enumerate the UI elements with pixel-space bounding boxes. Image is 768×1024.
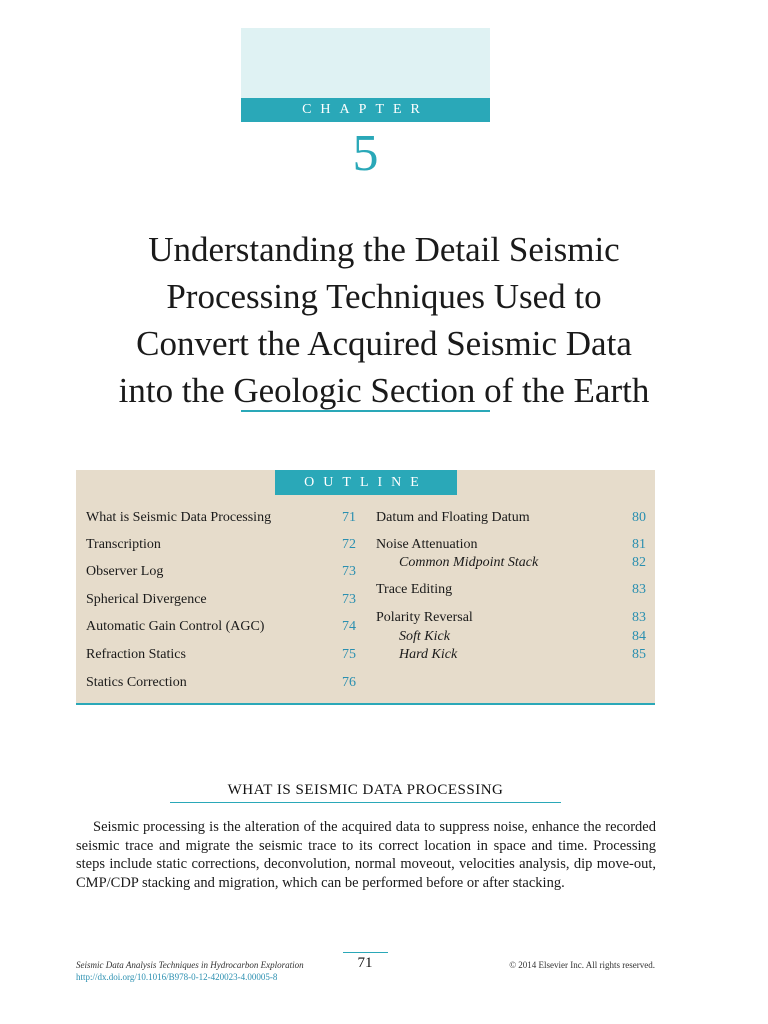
outline-box [76,470,655,705]
section-divider [170,802,561,803]
page-number: 71 [357,955,373,971]
body-paragraph: Seismic processing is the alteration of the acquired data to suppress noise, enhance the recorded seismic trace and migrate the seismic trace to its correct location in space and time. Processing steps include static corrections, deconvolution, normal moveout, velocities analysis, dip move-out, CMP/CDP stacking and migration, which can be performed before or after stacking. [76,819,656,891]
outline-item[interactable]: Statics Correction [86,675,187,690]
outline-item[interactable]: Automatic Gain Control (AGC) [86,619,265,634]
title-line: Convert the Acquired Seismic Data [136,324,632,363]
outline-item[interactable]: What is Seismic Data Processing [86,510,272,525]
outline-page[interactable]: 76 [342,675,356,690]
outline-page[interactable]: 72 [342,537,356,552]
outline-subitem[interactable]: Soft Kick [399,629,450,644]
title-line: Understanding the Detail Seismic [148,230,620,269]
outline-item[interactable]: Trace Editing [376,582,453,597]
outline-page[interactable]: 81 [632,537,646,552]
outline-item[interactable]: Observer Log [86,564,164,579]
outline-item[interactable]: Noise Attenuation [376,537,478,552]
outline-page[interactable]: 73 [342,592,356,607]
outline-page[interactable]: 71 [342,510,356,525]
outline-page[interactable]: 75 [342,647,356,662]
title-line: into the Geologic Section of the Earth [118,371,650,410]
page-title [40,226,728,414]
footer-doi-link[interactable]: http://dx.doi.org/10.1016/B978-0-12-420023-4.00005-8 [76,972,278,982]
outline-page[interactable]: 82 [632,555,646,570]
outline-page[interactable]: 85 [632,647,646,662]
footer-copyright: © 2014 Elsevier Inc. All rights reserved. [509,960,655,970]
section-heading: WHAT IS SEISMIC DATA PROCESSING [227,782,504,798]
chapter-number: 5 [352,125,379,182]
outline-item[interactable]: Datum and Floating Datum [376,510,530,525]
chapter-label: CHAPTER [241,98,490,122]
footer-divider [343,952,388,953]
outline-subitem[interactable]: Common Midpoint Stack [399,555,539,570]
outline-page[interactable]: 74 [342,619,356,634]
footer-book-title: Seismic Data Analysis Techniques in Hydrocarbon Exploration [76,960,304,970]
outline-subitem[interactable]: Hard Kick [399,647,458,662]
outline-page[interactable]: 73 [342,564,356,579]
outline-label: OUTLINE [275,470,457,495]
chapter-box [241,28,490,98]
outline-item[interactable]: Spherical Divergence [86,592,207,607]
outline-page[interactable]: 80 [632,510,646,525]
title-line: Processing Techniques Used to [166,277,602,316]
title-divider [241,410,490,412]
outline-item[interactable]: Refraction Statics [86,647,186,662]
outline-item[interactable]: Transcription [86,537,161,552]
outline-page[interactable]: 83 [632,582,646,597]
outline-item[interactable]: Polarity Reversal [376,610,473,625]
outline-page[interactable]: 83 [632,610,646,625]
outline-page[interactable]: 84 [632,629,646,644]
